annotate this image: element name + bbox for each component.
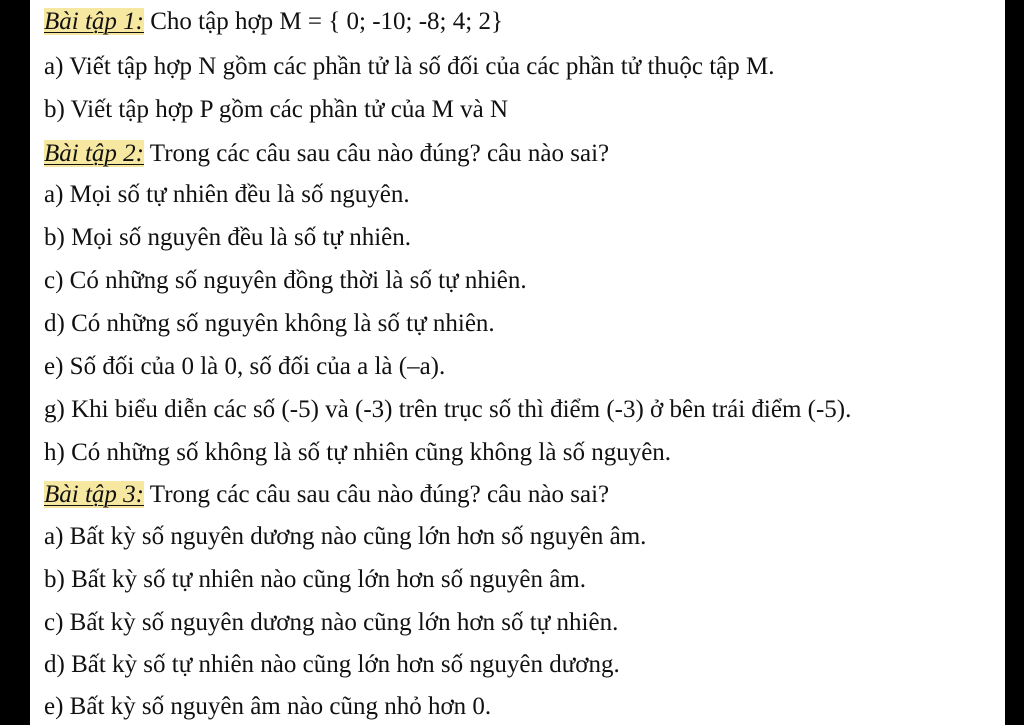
exercise-1-heading: Bài tập 1: xyxy=(44,8,144,35)
exercise-3-title xyxy=(44,480,609,510)
exercise-2-item-c: c) Có những số nguyên đồng thời là số tự nhiên. xyxy=(44,267,527,294)
exercise-2-item-a: a) Mọi số tự nhiên đều là số nguyên. xyxy=(44,181,410,208)
exercise-1-title xyxy=(44,7,503,37)
exercise-2-item-b: b) Mọi số nguyên đều là số tự nhiên. xyxy=(44,224,411,251)
exercise-2-item-d: d) Có những số nguyên không là số tự nhiên. xyxy=(44,310,495,337)
exercise-2-item-e: e) Số đối của 0 là 0, số đối của a là (–a). xyxy=(44,353,446,380)
exercise-2-heading: Bài tập 2: xyxy=(44,140,144,167)
exercise-2-item-h: h) Có những số không là số tự nhiên cũng không là số nguyên. xyxy=(44,439,672,466)
exercise-2-title xyxy=(44,139,609,169)
exercise-3-heading: Bài tập 3: xyxy=(44,481,144,508)
exercise-3-prompt: Trong các câu sau câu nào đúng? câu nào sai? xyxy=(144,481,610,508)
exercise-2-prompt: Trong các câu sau câu nào đúng? câu nào sai? xyxy=(144,140,610,167)
exercise-3-item-d: d) Bất kỳ số tự nhiên nào cũng lớn hơn số nguyên dương. xyxy=(44,651,620,678)
exercise-3-item-c: c) Bất kỳ số nguyên dương nào cũng lớn hơn số tự nhiên. xyxy=(44,609,619,636)
exercise-1-item-b: b) Viết tập hợp P gồm các phần tử của M và N xyxy=(44,96,509,123)
exercise-3-item-e: e) Bất kỳ số nguyên âm nào cũng nhỏ hơn 0. xyxy=(44,693,492,720)
exercise-3-item-b: b) Bất kỳ số tự nhiên nào cũng lớn hơn số nguyên âm. xyxy=(44,566,587,593)
exercise-1-item-a: a) Viết tập hợp N gồm các phần tử là số đối của các phần tử thuộc tập M. xyxy=(44,53,775,80)
document-page xyxy=(30,0,1005,725)
exercise-3-item-a: a) Bất kỳ số nguyên dương nào cũng lớn hơn số nguyên âm. xyxy=(44,523,647,550)
exercise-2-item-g: g) Khi biểu diễn các số (-5) và (-3) trên trục số thì điểm (-3) ở bên trái điểm (-5). xyxy=(44,396,852,423)
exercise-1-prompt: Cho tập hợp M = { 0; -10; -8; 4; 2} xyxy=(144,8,503,35)
